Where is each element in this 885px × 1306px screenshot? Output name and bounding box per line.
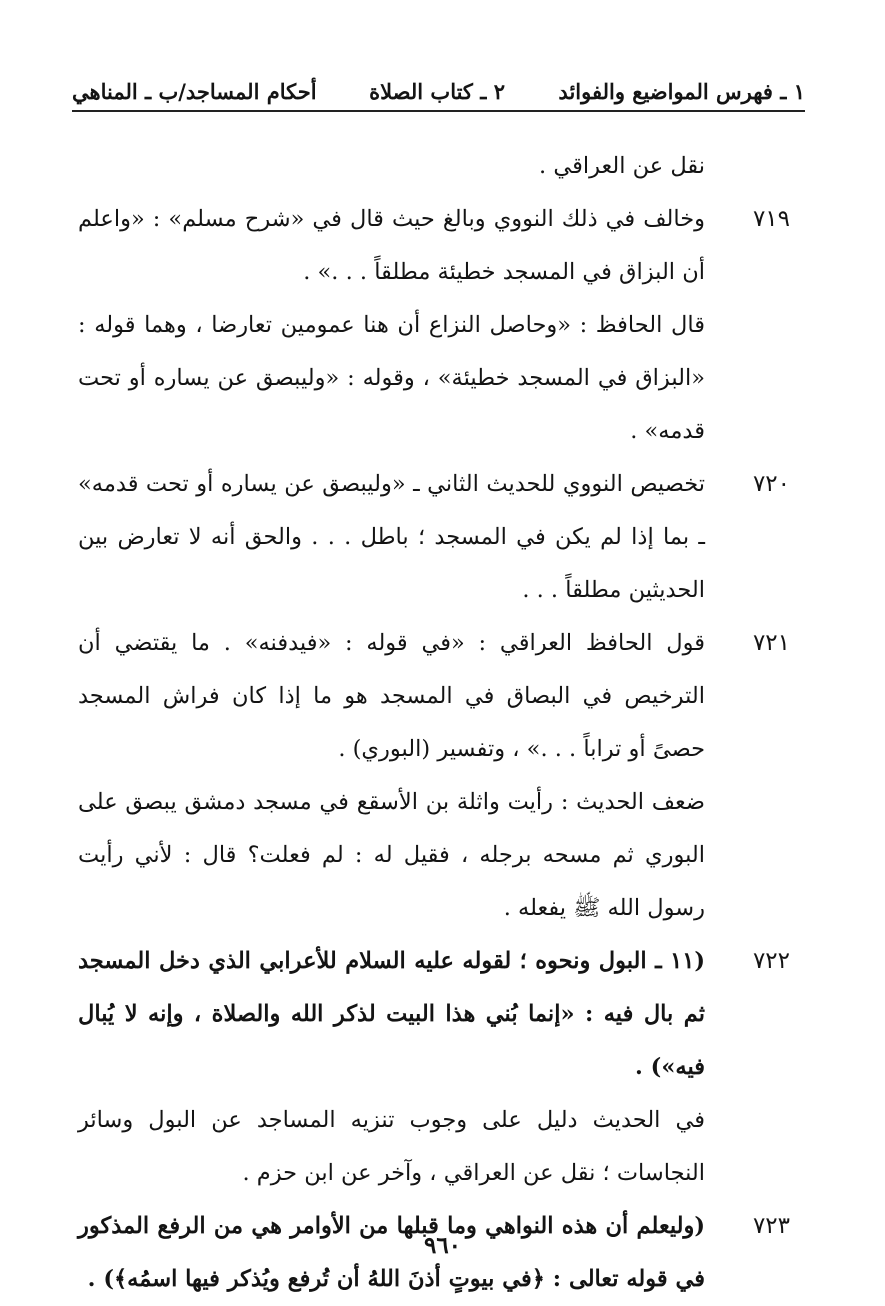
running-header <box>72 72 805 112</box>
entry-note: ضعف الحديث : رأيت واثلة بن الأسقع في مسجد دمشق يبصق على البوري ثم مسحه برجله ، فقيل له : لم فعلت؟ قال : لأني رأيت رسول الله ﷺ يفعله . <box>78 789 705 921</box>
entry-note: قال الحافظ : «وحاصل النزاع أن هنا عمومين تعارضا ، وهما قوله : «البزاق في المسجد خطيئة» ، وقوله : «وليبصق عن يساره أو تحت قدمه» . <box>78 312 705 444</box>
entry-text: (وليعلم أن هذه النواهي وما قبلها من الأوامر هي من الرفع المذكور في قوله تعالى : ﴿في بيوتٍ أذنَ اللهُ أن تُرفع ويُذكر فيها اسمُه﴾) . <box>78 1213 705 1292</box>
header-section-title: ١ ـ فهرس المواضيع والفوائد <box>558 79 805 104</box>
entry-number: ٧٢١ <box>752 630 790 656</box>
entry-text: تخصيص النووي للحديث الثاني ـ «وليبصق عن يساره أو تحت قدمه» ـ بما إذا لم يكن في المسجد ؛ باطل . . . والحق أنه لا تعارض بين الحديثين مطلقاً . . . <box>78 471 705 603</box>
header-chapter-title: أحكام المساجد/ب ـ المناهي <box>72 79 317 104</box>
index-entry <box>78 193 790 299</box>
header-book-title: ٢ ـ كتاب الصلاة <box>369 79 505 104</box>
entry-number: ٧١٩ <box>752 206 790 232</box>
entry-number: ٧٢٠ <box>752 471 790 497</box>
entry-note: في الحديث دليل على وجوب تنزيه المساجد عن البول وسائر النجاسات ؛ نقل عن العراقي ، وآخر عن ابن حزم . <box>78 1107 705 1186</box>
entry-text: وخالف في ذلك النووي وبالغ حيث قال في «شرح مسلم» : «واعلم أن البزاق في المسجد خطيئة مطلقاً . . .» . <box>78 206 705 285</box>
index-entry <box>78 458 790 617</box>
entry-text: (١١ ـ البول ونحوه ؛ لقوله عليه السلام للأعرابي الذي دخل المسجد ثم بال فيه : «إنما بُني هذا البيت لذكر الله والصلاة ، وإنه لا يُبال فيه») . <box>78 948 705 1080</box>
entry-number: ٧٢٣ <box>752 1213 790 1239</box>
page-body <box>78 140 790 1306</box>
entry-text: قول الحافظ العراقي : «في قوله : «فيدفنه» . ما يقتضي أن الترخيص في البصاق في المسجد هو ما إذا كان فراش المسجد حصىً أو تراباً . . .» ، وتفسير (البوري) . <box>78 630 705 762</box>
index-entry <box>78 617 790 776</box>
page-number: ٩٦٠ <box>423 1232 462 1259</box>
intro-line: نقل عن العراقي . <box>539 153 705 179</box>
entry-number: ٧٢٢ <box>752 948 790 974</box>
index-entry <box>78 935 790 1094</box>
